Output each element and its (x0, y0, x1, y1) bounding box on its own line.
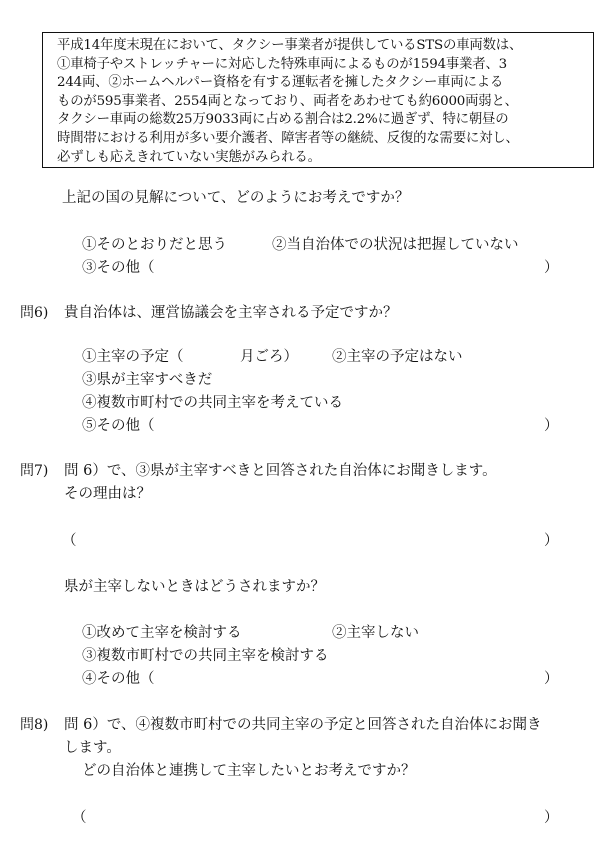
q5-question: 上記の国の見解について、どのようにお考えですか？ (62, 190, 410, 206)
intro-line: 244両、②ホームヘルパー資格を有する運転者を擁したタクシー車両による (57, 75, 504, 91)
q7-label: 問7) (20, 463, 49, 479)
q6-option-prefecture[interactable]: ③県が主宰すべきだ (82, 372, 213, 388)
q7-option-other[interactable]: ④その他（ (82, 671, 155, 687)
intro-line: 平成14年度末現在において、タクシー事業者が提供しているSTSの車両数は、 (57, 38, 523, 53)
intro-quote-box (42, 32, 594, 168)
q6-option-joint[interactable]: ④複数市町村での共同主宰を考えている (82, 395, 343, 411)
q7-answer-open-paren[interactable]: （ (62, 533, 77, 549)
q7-option-reconsider[interactable]: ①改めて主宰を検討する (82, 625, 242, 641)
q6-question: 貴自治体は、運営協議会を主宰される予定ですか？ (64, 305, 398, 321)
q7-option-not-host[interactable]: ②主宰しない (332, 625, 419, 641)
q7-option-joint[interactable]: ③複数市町村での共同主宰を検討する (82, 648, 329, 664)
q6-option-planned-month: 月ごろ） (240, 349, 298, 365)
q5-option-unknown[interactable]: ②当自治体での状況は把握していない (272, 237, 519, 253)
q7-sub-question: 県が主宰しないときはどうされますか？ (64, 579, 325, 595)
q6-label: 問6) (20, 305, 49, 321)
q6-other-close-paren: ） (544, 418, 559, 434)
q8-question-partner: どの自治体と連携して主宰したいとお考えですか？ (82, 763, 416, 779)
q7-question: 問 6）で、③県が主宰すべきと回答された自治体にお聞きします。 (64, 463, 497, 479)
q6-option-not-planned[interactable]: ②主宰の予定はない (332, 349, 463, 365)
q6-option-planned[interactable]: ①主宰の予定（ (82, 349, 184, 365)
intro-line: タクシー車両の総数25万9033両に占める割合は2.2%に過ぎず、特に朝昼の (57, 112, 509, 128)
intro-line: ものが595事業者、2554両となっており、両者をあわせても約6000両弱と、 (57, 93, 518, 109)
q5-other-close-paren: ） (544, 260, 559, 276)
q7-question-reason: その理由は？ (64, 486, 151, 502)
q8-label: 問8) (20, 717, 49, 733)
q8-answer-open-paren[interactable]: （ (72, 810, 87, 826)
q8-answer-close-paren: ） (544, 810, 559, 826)
q8-question-cont: します。 (64, 740, 121, 756)
intro-line: ①車椅子やストレッチャーに対応した特殊車両によるものが1594事業者、3 (57, 56, 507, 72)
q6-option-other[interactable]: ⑤その他（ (82, 418, 155, 434)
q5-option-agree[interactable]: ①そのとおりだと思う (82, 237, 227, 253)
intro-line: 時間帯における利用が多い要介護者、障害者等の継続、反復的な需要に対し、 (57, 130, 519, 146)
q7-answer-close-paren: ） (544, 533, 559, 549)
q8-question: 問 6）で、④複数市町村での共同主宰の予定と回答された自治体にお聞き (64, 717, 542, 733)
intro-line: 必ずしも応えきれていない実態がみられる。 (57, 149, 321, 165)
q7-other-close-paren: ） (544, 671, 559, 687)
q5-option-other[interactable]: ③その他（ (82, 260, 155, 276)
